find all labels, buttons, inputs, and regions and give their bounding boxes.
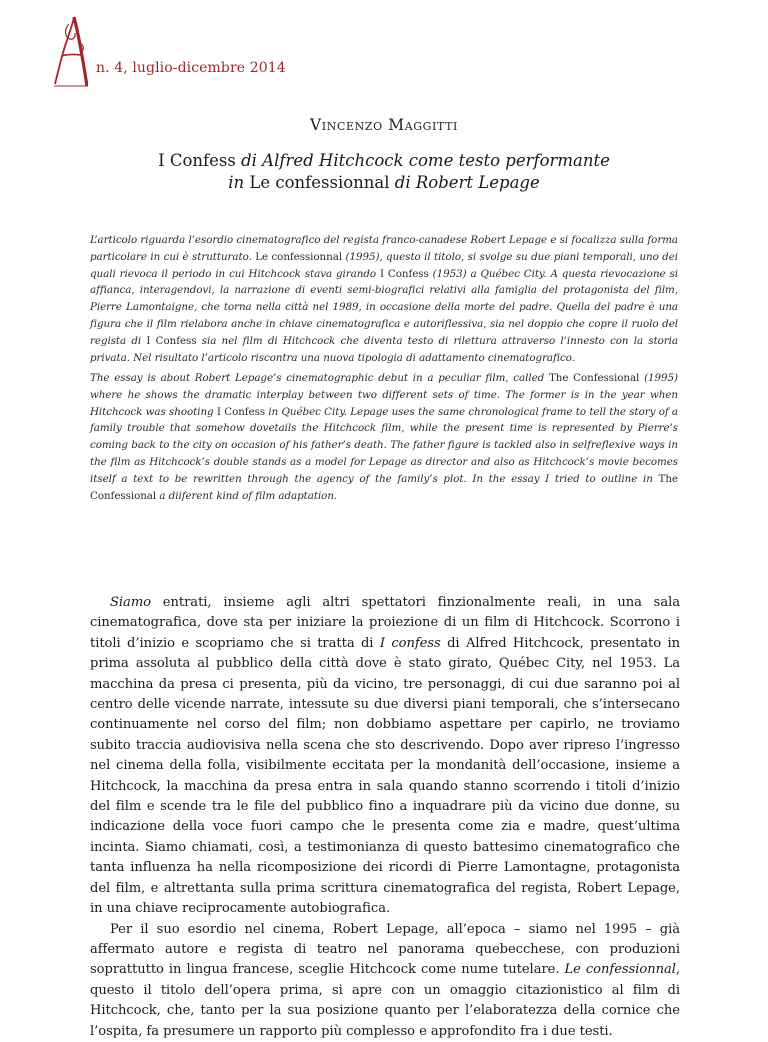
title-line-2 <box>0 172 768 194</box>
abstract-en-film-2: I Confess <box>216 405 266 418</box>
body-p1-text-2: di Alfred Hitchcock, presentato in prima assoluta al pubblico della città dove è stato girato, Québec City, nel 1953. La macchina da presa ci presenta, più da vicino, tre personaggi, di cui due saranno poi al centro delle vicende narrate, intessute su due diversi piani temporali, che s’intersecano continuamente nel corso del film; non dobbiamo aspettare per capirlo, ne troviamo subito traccia audiovisiva nella scena che sto descrivendo. Dopo aver ripreso l’ingresso nel cinema della folla, visibilmente eccitata per la mondanità dell’occasione, insieme a Hitchcock, la macchina da presa entra in sala quando stanno scorrendo i titoli d’inizio del film e scende tra le file del pubblico fino a inquadrare più da vicino due donne, su indicazione della voce fuori campo che le presenta come zia e madre, quest’ultima incinta. Siamo chiamati, così, a testimonianza di questo battesimo cinematografico che tanta influenza ha nella ricomposizione dei ricordi di Pierre Lamontagne, protagonista del film, e altrettanta sulla prima scrittura cinematografica del regista, Robert Lepage, in una chiave reciprocamente autobiografica. <box>90 635 681 917</box>
abstract-english <box>90 370 678 504</box>
article-title <box>0 150 768 194</box>
body-p1-italic-1: Siamo <box>110 595 152 610</box>
title-film-1: I Confess <box>158 151 236 170</box>
abstract-en-text-3: in Québec City. Lepage uses the same chronological frame to tell the story of a family trouble that somehow dovetails the Hitchcock film, while the present time is represented by Pierre’s coming back to the city on occasion of his father’s death. The father figure is tackled also in selfreflexive ways in the film as Hitchcock’s double stands as a model for Lepage as director and also as Hitchcock’s movie becomes itself a text to be rewritten through the agency of the family’s plot. In the essay I tried to outline in <box>90 405 678 485</box>
author-name: Vincenzo Maggitti <box>310 116 458 134</box>
abstract-en-text-4: a diiferent kind of film adaptation. <box>156 489 338 502</box>
body-p2-text-2: , questo il titolo dell’opera prima, si apre con un omaggio citazionistico al film di Hitchcock, che, tanto per la sua posizione quanto per l’elaboratezza della cornice che l’ospita, fa presumere un rapporto più complesso e approfondito fra i due testi. <box>90 962 680 1039</box>
title-in: in <box>228 173 245 192</box>
title-film-2: Le confessionnal <box>244 173 390 192</box>
abstract-en-film-3: The Confessional <box>90 472 678 502</box>
abstract-en-text-1: The essay is about Robert Lepage’s cinematographic debut in a peculiar film, called <box>90 372 549 384</box>
abstract-it-film-1: Le confessionnal <box>255 250 343 263</box>
abstract-it-film-3: I Confess <box>146 334 197 347</box>
abstract-it-text-1: L’articolo riguarda l’esordio cinematografico del regista franco-canadese Robert Lepage e si focalizza sulla forma particolare in cui è strutturato. <box>90 234 678 263</box>
body-paragraph-2 <box>90 920 680 1042</box>
body-p1-italic-2: I confess <box>379 635 441 651</box>
abstract-it-film-2: I Confess <box>379 267 429 280</box>
body-p1-text-1: entrati, insieme agli altri spettatori finzionalmente reali, in una sala cinematografica, dove sta per iniziare la proiezione di un film di Hitchcock. Scorrono i titoli d’inizio e scopriamo che si tratta di <box>90 595 680 651</box>
abstract-it-text-3: (1953) a Québec City. A questa rievocazione si affianca, interagendovi, la narrazione di eventi semi-biografici relativi alla famiglia del protagonista del film, Pierre Lamontaigne, che torna nella città nel 1989, in occasione della morte del padre. Quella del padre è una figura che il film rielabora anche in chiave cinematografica e autoriflessiva, sia nel doppio che copre il ruolo del regista di <box>90 267 678 347</box>
title-line-1 <box>0 150 768 172</box>
body-p2-text-1: Per il suo esordio nel cinema, Robert Lepage, all’epoca – siamo nel 1995 – già affermato autore e regista di teatro nel panorama quebecchese, con produzioni soprattutto in lingua francese, sceglie Hitchcock come nume tutelare. <box>90 921 680 978</box>
abstract-en-text-2: (1995) where he shows the dramatic interplay between two different sets of time. The former is in the year when Hitchcock was shooting <box>90 372 679 418</box>
journal-logo <box>54 14 88 90</box>
article-body <box>90 593 680 1042</box>
abstract-it-text-4: sia nel film di Hitchcock che diventa testo di rilettura attraverso l’innesto con la storia privata. Nel risultato l’articolo riscontra una nuova tipologia di adattamento cinematografico. <box>90 334 679 364</box>
abstract-en-film-1: The Confessional <box>548 372 640 384</box>
title-part-2: di Robert Lepage <box>389 173 540 192</box>
abstract-italian <box>90 232 678 366</box>
abstract-it-text-2: (1995), questo il titolo, si svolge su due piani temporali, uno dei quali rievoca il periodo in cui Hitchcock stava girando <box>90 250 678 280</box>
issue-label: n. 4, luglio-dicembre 2014 <box>96 60 286 76</box>
body-p2-italic-1: Le confessionnal <box>564 962 676 978</box>
body-paragraph-1 <box>90 593 680 920</box>
title-part-1: di Alfred Hitchcock come testo performante <box>235 151 610 170</box>
